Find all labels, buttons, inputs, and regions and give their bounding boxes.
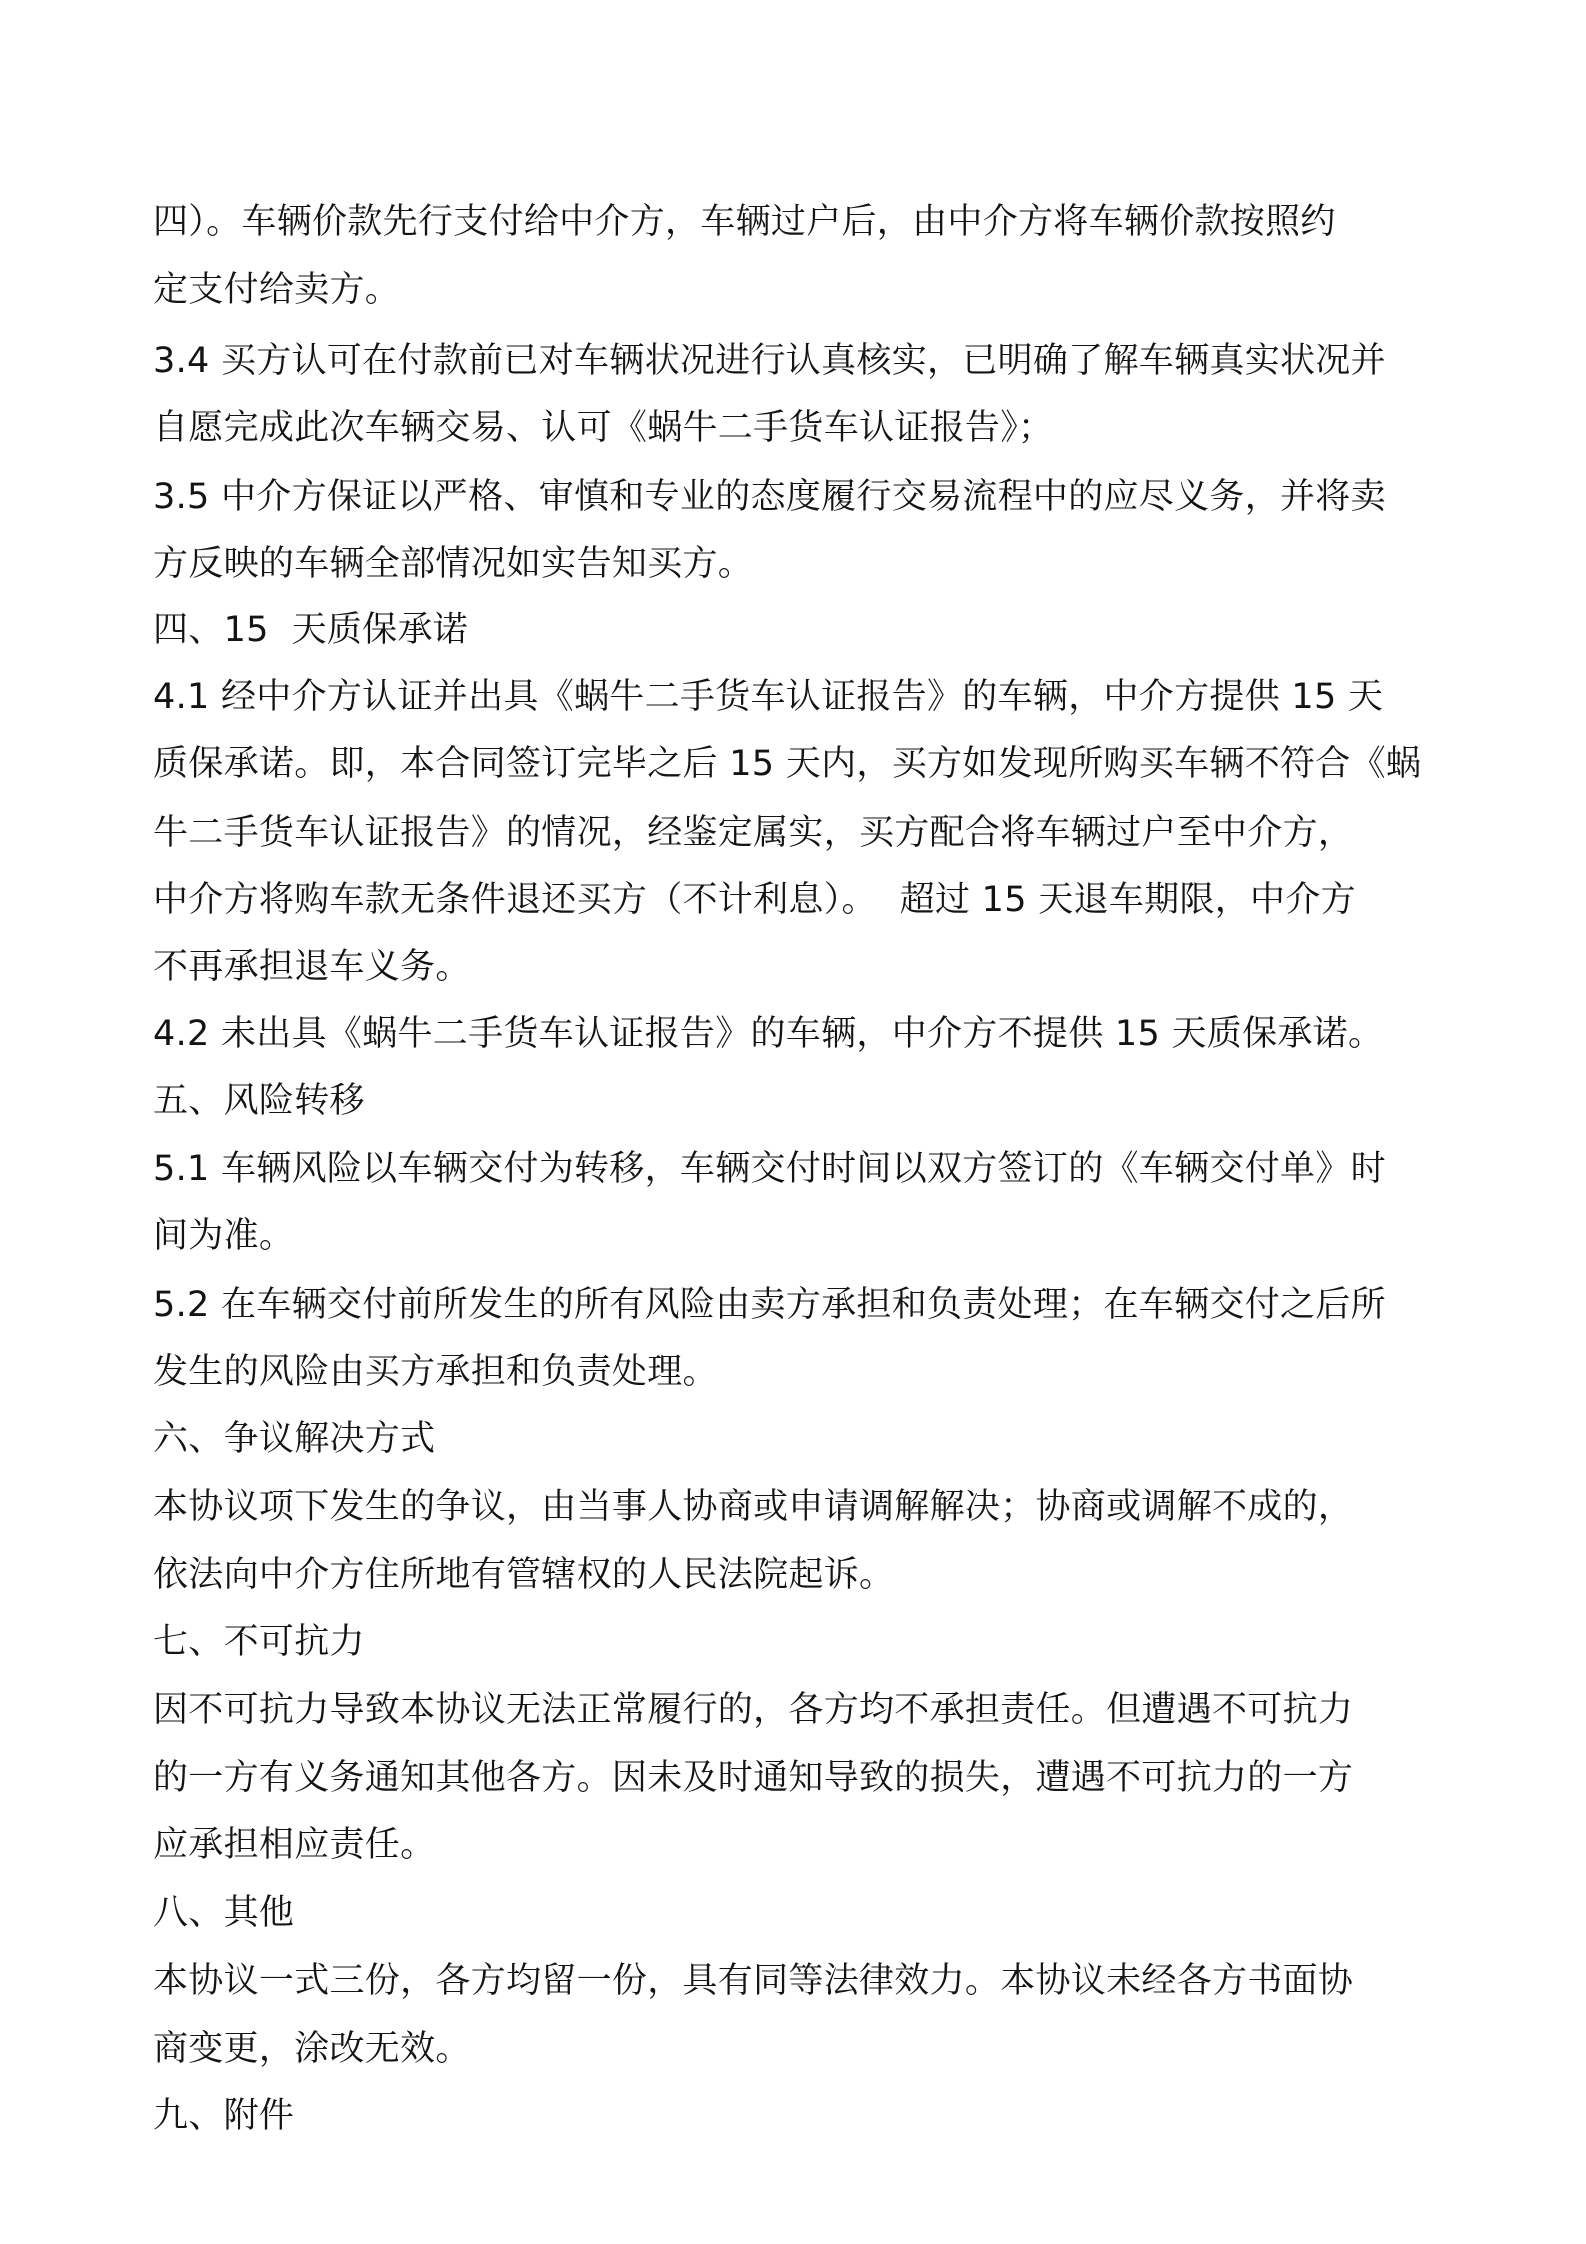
- body-text-line: 因不可抗力导致本协议无法正常履行的，各方均不承担责任。但遭遇不可抗力: [153, 1690, 1354, 1730]
- section-heading-6: 六、争议解决方式: [153, 1419, 436, 1459]
- section-heading-5: 五、风险转移: [153, 1081, 365, 1121]
- clause-4-1: 4.1 经中介方认证并出具《蜗牛二手货车认证报告》的车辆，中介方提供 15 天: [153, 677, 1384, 717]
- body-text-line: 牛二手货车认证报告》的情况，经鉴定属实，买方配合将车辆过户至中介方，: [153, 813, 1354, 853]
- body-text-line: 本协议项下发生的争议，由当事人协商或申请调解解决；协商或调解不成的，: [153, 1487, 1354, 1527]
- body-text-line: 四）。车辆价款先行支付给中介方，车辆过户后，由中介方将车辆价款按照约: [153, 202, 1336, 242]
- clause-3-4: 3.4 买方认可在付款前已对车辆状况进行认真核实，已明确了解车辆真实状况并: [153, 341, 1386, 381]
- body-text-line: 间为准。: [153, 1216, 295, 1256]
- body-text-line: 的一方有义务通知其他各方。因未及时通知导致的损失，遭遇不可抗力的一方: [153, 1758, 1354, 1798]
- body-text-line: 定支付给卖方。: [153, 270, 401, 310]
- body-text-line: 方反映的车辆全部情况如实告知买方。: [153, 544, 754, 584]
- body-text-line: 中介方将购车款无条件退还买方（不计利息）。 超过 15 天退车期限，中介方: [153, 880, 1356, 920]
- section-heading-8: 八、其他: [153, 1893, 295, 1933]
- body-text-line: 应承担相应责任。: [153, 1825, 436, 1865]
- clause-5-1: 5.1 车辆风险以车辆交付为转移，车辆交付时间以双方签订的《车辆交付单》时: [153, 1149, 1386, 1189]
- section-heading-9: 九、附件: [153, 2096, 295, 2136]
- section-heading-7: 七、不可抗力: [153, 1622, 365, 1662]
- clause-4-2: 4.2 未出具《蜗牛二手货车认证报告》的车辆，中介方不提供 15 天质保承诺。: [153, 1014, 1384, 1054]
- clause-3-5: 3.5 中介方保证以严格、审慎和专业的态度履行交易流程中的应尽义务，并将卖: [153, 477, 1386, 517]
- clause-5-2: 5.2 在车辆交付前所发生的所有风险由卖方承担和负责处理；在车辆交付之后所: [153, 1285, 1386, 1325]
- body-text-line: 质保承诺。即，本合同签订完毕之后 15 天内，买方如发现所购买车辆不符合《蜗: [153, 744, 1422, 784]
- section-heading-4: 四、15 天质保承诺: [153, 610, 469, 650]
- body-text-line: 依法向中介方住所地有管辖权的人民法院起诉。: [153, 1555, 895, 1595]
- body-text-line: 不再承担退车义务。: [153, 947, 471, 987]
- body-text-line: 本协议一式三份，各方均留一份，具有同等法律效力。本协议未经各方书面协: [153, 1961, 1354, 2001]
- body-text-line: 发生的风险由买方承担和负责处理。: [153, 1352, 718, 1392]
- body-text-line: 商变更，涂改无效。: [153, 2029, 471, 2069]
- body-text-line: 自愿完成此次车辆交易、认可《蜗牛二手货车认证报告》；: [153, 408, 1054, 448]
